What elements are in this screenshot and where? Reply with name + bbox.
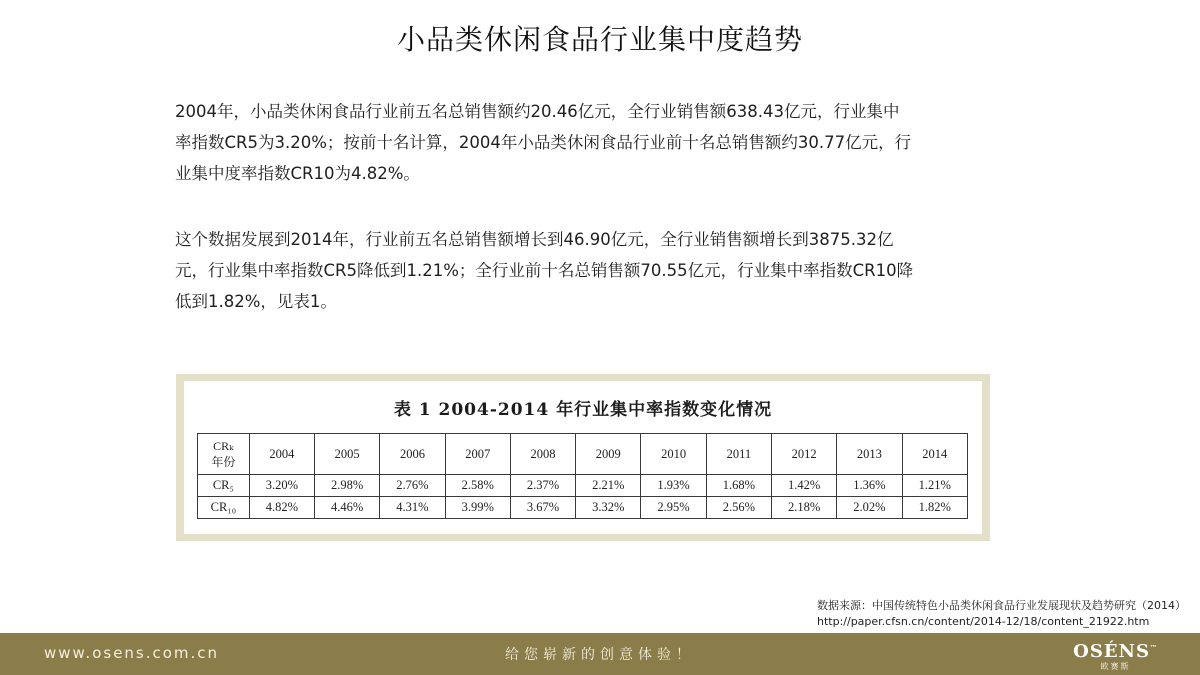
table-cell: 1.42%: [772, 475, 837, 497]
table-cell: 3.32%: [576, 497, 641, 519]
year-header: 2004: [249, 434, 314, 475]
year-header: 2007: [445, 434, 510, 475]
table-cell: 2.21%: [576, 475, 641, 497]
table-cell: 1.36%: [837, 475, 902, 497]
table-header-row: [198, 434, 968, 475]
year-header: 2005: [315, 434, 380, 475]
logo-wordmark: [1073, 638, 1158, 662]
table-cell: 2.37%: [510, 475, 575, 497]
table-cell: 2.56%: [706, 497, 771, 519]
table-cell: 3.67%: [510, 497, 575, 519]
table-cell: 1.68%: [706, 475, 771, 497]
table-caption: 表 1 2004-2014 年行业集中率指数变化情况: [393, 400, 773, 420]
corner-label-cr: CRₖ: [213, 439, 234, 453]
table-cell: 2.98%: [315, 475, 380, 497]
osens-logo: [1073, 638, 1158, 672]
corner-label-year: 年份: [211, 455, 236, 469]
table-cell: 2.18%: [772, 497, 837, 519]
table-cell: 2.95%: [641, 497, 706, 519]
year-header: 2008: [510, 434, 575, 475]
table-cell: 2.58%: [445, 475, 510, 497]
table-cell: 4.31%: [380, 497, 445, 519]
table-cell: 1.21%: [902, 475, 967, 497]
year-header: 2011: [706, 434, 771, 475]
table-cell: 4.82%: [249, 497, 314, 519]
table-cell: 1.93%: [641, 475, 706, 497]
table-cell: 1.82%: [902, 497, 967, 519]
year-header: 2006: [380, 434, 445, 475]
logo-text: OSÉNS: [1073, 641, 1150, 662]
table-cell: 3.99%: [445, 497, 510, 519]
table-row-cr10: [198, 497, 968, 519]
table-cell: 2.76%: [380, 475, 445, 497]
year-header: 2013: [837, 434, 902, 475]
table-cell: 2.02%: [837, 497, 902, 519]
year-header: 2009: [576, 434, 641, 475]
table-panel: [184, 381, 982, 534]
logo-trademark: ™: [1150, 643, 1158, 652]
concentration-table: [197, 433, 968, 519]
year-header: 2012: [772, 434, 837, 475]
table-cell: 3.20%: [249, 475, 314, 497]
paragraph-2014: 这个数据发展到2014年，行业前五名总销售额增长到46.90亿元，全行业销售额增长到3875.32亿元，行业集中率指数CR5降低到1.21%；全行业前十名总销售额70.55亿元，行业集中率指数CR10降低到1.82%，见表1。: [175, 230, 914, 311]
table-corner-cell: [198, 434, 250, 475]
source-title: 数据来源：中国传统特色小品类休闲食品行业发展现状及趋势研究（2014）: [817, 599, 1186, 612]
source-url: http://paper.cfsn.cn/content/2014-12/18/content_21922.htm: [817, 615, 1150, 628]
page-title: 小品类休闲食品行业集中度趋势: [396, 23, 803, 56]
footer-website: www.osens.com.cn: [44, 644, 220, 662]
row-label: CR₅: [198, 475, 250, 497]
table-image-frame: [176, 374, 990, 541]
table-cell: 4.46%: [315, 497, 380, 519]
footer-bar: [0, 633, 1200, 675]
year-header: 2014: [902, 434, 967, 475]
row-label: CR₁₀: [198, 497, 250, 519]
year-header: 2010: [641, 434, 706, 475]
paragraph-2004: 2004年，小品类休闲食品行业前五名总销售额约20.46亿元，全行业销售额638.43亿元，行业集中率指数CR5为3.20%；按前十名计算，2004年小品类休闲食品行业前十名总销售额约30.77亿元，行业集中度率指数CR10为4.82%。: [175, 102, 912, 183]
logo-subtitle: 欧赛斯: [1100, 662, 1131, 671]
table-row-cr5: [198, 475, 968, 497]
data-source-note: [817, 598, 1186, 630]
footer-slogan: 给您崭新的创意体验！: [505, 647, 695, 663]
